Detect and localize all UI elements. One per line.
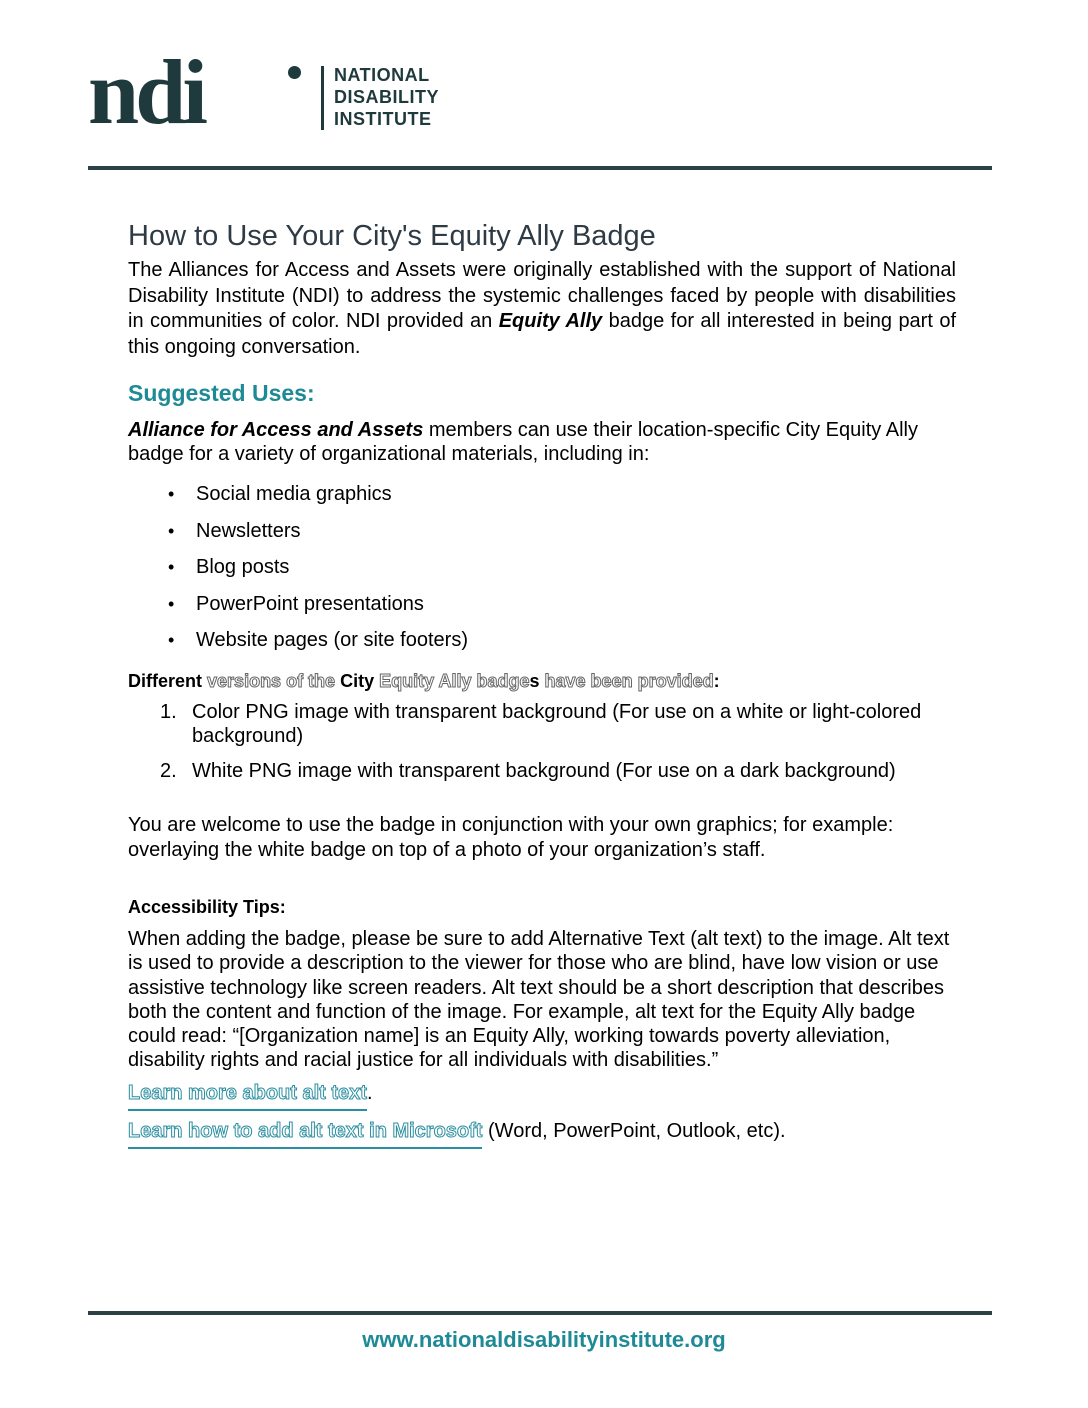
list-item-text: White PNG image with transparent background (For use on a dark background): [192, 760, 896, 782]
footer-rule: [88, 1311, 992, 1315]
logo-text: [334, 64, 439, 130]
list-item: [128, 700, 956, 748]
logo-divider: [321, 66, 324, 130]
logo-line-3: INSTITUTE: [334, 109, 432, 129]
alliance-paragraph: [128, 418, 956, 466]
uses-list: [128, 482, 956, 652]
link2-suffix: (Word, PowerPoint, Outlook, etc).: [482, 1119, 786, 1142]
suggested-uses-heading: Suggested Uses:: [128, 380, 315, 406]
page-title: How to Use Your City's Equity Ally Badge: [128, 220, 656, 252]
link-line-1: [128, 1081, 956, 1111]
versions-heading-w6: s: [529, 671, 540, 691]
list-item: [128, 555, 956, 579]
tips-paragraph: When adding the badge, please be sure to add Alternative Text (alt text) to the image. Alt text is used to provide a description to the viewer for those who are blind, have low vision or use assistive technology like screen readers. Alt text should be a short description that describes both the content and function of the image. For example, alt text for the Equity Ally badge could read: “[Organization name] is an Equity Ally, working towards poverty alleviation, disability rights and racial justice for all individuals with disabilities.”: [128, 928, 950, 1072]
versions-list: [128, 700, 956, 783]
alliance-text: members can use their location-specific City Equity Ally badge for a variety of organizational materials, including in:: [128, 419, 918, 465]
list-item-text: Website pages (or site footers): [196, 629, 468, 651]
header-rule: [88, 166, 992, 170]
intro-text-2: badge for all interested in being part of this ongoing conversation.: [128, 310, 957, 358]
versions-heading-w1: Different: [128, 671, 203, 691]
logo-dot-icon: [288, 66, 301, 79]
intro-paragraph: [128, 258, 956, 360]
list-item: [128, 759, 956, 783]
list-item-text: Newsletters: [196, 519, 301, 542]
welcome-paragraph: You are welcome to use the badge in conjunction with your own graphics; for example: overlaying the white badge on top of a photo of your organization’s staff.: [128, 814, 894, 861]
learn-more-alt-text-link[interactable]: Learn more about alt text: [128, 1081, 367, 1111]
versions-heading-w4: Equity Ally: [379, 671, 472, 691]
alliance-bold: Alliance for Access and Assets: [128, 419, 424, 441]
logo-wordmark: ndi: [88, 41, 204, 143]
link1-suffix: .: [366, 1081, 373, 1104]
intro-bold: Equity Ally: [498, 310, 603, 332]
intro-text-1: The Alliances for Access and Assets were originally established with the support of National Disability Institute (NDI) to address the systemic challenges faced by people with disabilities in communities of color. NDI provided an: [128, 259, 956, 332]
document-body: [128, 218, 956, 1149]
logo-line-2: DISABILITY: [334, 87, 440, 107]
logo-line-1: NATIONAL: [334, 65, 430, 85]
list-number: 1.: [160, 701, 177, 723]
bullet-icon: •: [168, 557, 175, 577]
list-number: 2.: [160, 760, 177, 782]
footer-website-link[interactable]: www.nationaldisabilityinstitute.org: [362, 1327, 726, 1352]
versions-heading-w2: versions of the: [207, 671, 336, 691]
link-line-2: [128, 1119, 956, 1149]
versions-heading-w3: City: [340, 671, 375, 691]
bullet-icon: •: [168, 520, 175, 541]
list-item-text: Color PNG image with transparent background (For use on a white or light-colored background): [192, 701, 922, 747]
list-item: [128, 592, 956, 616]
bullet-icon: •: [168, 593, 175, 614]
versions-heading-w5: badge: [476, 671, 530, 691]
bullet-icon: •: [168, 630, 175, 650]
versions-heading-w7: have been provided: [544, 671, 714, 691]
learn-alt-text-microsoft-link[interactable]: Learn how to add alt text in Microsoft: [128, 1119, 482, 1149]
list-item-text: PowerPoint presentations: [196, 592, 424, 615]
list-item: [128, 628, 956, 652]
versions-heading: [128, 668, 956, 694]
bullet-icon: •: [168, 484, 175, 504]
list-item: [128, 519, 956, 543]
list-item-text: Blog posts: [196, 556, 290, 578]
accessibility-tips-heading: Accessibility Tips:: [128, 897, 286, 917]
list-item-text: Social media graphics: [196, 483, 392, 505]
list-item: [128, 482, 956, 506]
versions-heading-w8: :: [713, 671, 720, 691]
